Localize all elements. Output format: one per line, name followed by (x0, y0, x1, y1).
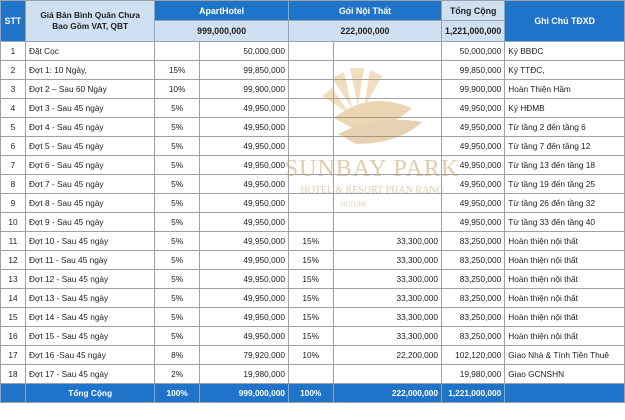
furniture-amount-cell: 33,300,000 (333, 289, 442, 308)
installment-label-cell: Đợt 9 - Sau 45 ngày (25, 213, 154, 232)
price-note-header (25, 1, 154, 42)
installment-label-cell: Đợt 5 - Sau 45 ngày (25, 137, 154, 156)
furniture-amount-cell (333, 175, 442, 194)
total-amount-cell: 49,950,000 (442, 118, 505, 137)
furniture-percent-cell: 15% (288, 327, 333, 346)
construction-note-cell: Từ tầng 19 đến tầng 25 (505, 175, 625, 194)
aparthotel-amount-cell: 49,950,000 (199, 232, 288, 251)
aparthotel-percent-cell: 5% (155, 327, 200, 346)
furniture-amount-cell (333, 213, 442, 232)
furniture-percent-cell (288, 137, 333, 156)
construction-note-cell: Hoàn thiện nội thất (505, 251, 625, 270)
footer-stt-cell (1, 384, 26, 403)
furniture-amount-cell (333, 365, 442, 384)
installment-label-cell: Đợt 4 - Sau 45 ngày (25, 118, 154, 137)
stt-cell: 3 (1, 80, 26, 99)
aparthotel-amount-cell: 49,950,000 (199, 308, 288, 327)
construction-note-cell: Hoàn thiện nội thất (505, 308, 625, 327)
table-row (1, 213, 625, 232)
table-row (1, 289, 625, 308)
stt-cell: 11 (1, 232, 26, 251)
total-amount-cell: 19,980,000 (442, 365, 505, 384)
furniture-amount-cell (333, 194, 442, 213)
construction-note-header: Ghi Chú TĐXD (505, 1, 625, 42)
aparthotel-percent-cell: 15% (155, 61, 200, 80)
furniture-percent-cell (288, 61, 333, 80)
furniture-percent-cell (288, 213, 333, 232)
price-note-line-1: Giá Bán Bình Quân Chưa (40, 10, 140, 20)
construction-note-cell: Hoàn thiện nội thất (505, 232, 625, 251)
aparthotel-amount-cell: 99,900,000 (199, 80, 288, 99)
total-amount-cell: 83,250,000 (442, 327, 505, 346)
installment-label-cell: Đợt 10 - Sau 45 ngày (25, 232, 154, 251)
stt-cell: 10 (1, 213, 26, 232)
furniture-amount-cell (333, 118, 442, 137)
furniture-amount-cell: 33,300,000 (333, 232, 442, 251)
installment-label-cell: Đợt 6 - Sau 45 ngày (25, 156, 154, 175)
construction-note-cell: Hoàn thiện nội thất (505, 289, 625, 308)
total-amount-cell: 49,950,000 (442, 213, 505, 232)
installment-label-cell: Đợt 2 – Sau 60 Ngày (25, 80, 154, 99)
installment-label-cell: Đợt 3 - Sau 45 ngày (25, 99, 154, 118)
total-amount-cell: 83,250,000 (442, 308, 505, 327)
table-row (1, 365, 625, 384)
total-header: Tổng Cộng (442, 1, 505, 21)
stt-cell: 8 (1, 175, 26, 194)
footer-note-cell (505, 384, 625, 403)
furniture-percent-cell: 15% (288, 289, 333, 308)
total-amount-cell: 49,950,000 (442, 194, 505, 213)
table-row (1, 232, 625, 251)
installment-label-cell: Đợt 17 - Sau 45 ngày (25, 365, 154, 384)
footer-total-cell: 1,221,000,000 (442, 384, 505, 403)
installment-label-cell: Đợt 14 - Sau 45 ngày (25, 308, 154, 327)
total-amount-cell: 49,950,000 (442, 99, 505, 118)
furniture-amount-cell: 33,300,000 (333, 327, 442, 346)
furniture-percent-cell (288, 194, 333, 213)
aparthotel-percent-cell: 5% (155, 156, 200, 175)
total-amount-cell: 83,250,000 (442, 270, 505, 289)
aparthotel-amount-cell: 49,950,000 (199, 137, 288, 156)
construction-note-cell: Ký BBĐC (505, 42, 625, 61)
construction-note-cell: Giao Nhà & Tính Tiền Thuê (505, 346, 625, 365)
construction-note-cell: Từ tầng 7 đến tầng 12 (505, 137, 625, 156)
aparthotel-percent-cell: 5% (155, 289, 200, 308)
aparthotel-amount-cell: 79,920,000 (199, 346, 288, 365)
table-row (1, 80, 625, 99)
aparthotel-amount-cell: 49,950,000 (199, 289, 288, 308)
furniture-amount-cell (333, 156, 442, 175)
furniture-percent-cell: 15% (288, 270, 333, 289)
installment-label-cell: Đợt 7 - Sau 45 ngày (25, 175, 154, 194)
stt-cell: 16 (1, 327, 26, 346)
aparthotel-amount-cell: 49,950,000 (199, 213, 288, 232)
furniture-percent-cell: 15% (288, 232, 333, 251)
aparthotel-percent-cell: 5% (155, 251, 200, 270)
installment-label-cell: Đợt 12 - Sau 45 ngày (25, 270, 154, 289)
watermark-title: SUNBAY PARK (284, 156, 460, 182)
stt-cell: 5 (1, 118, 26, 137)
furniture-percent-cell (288, 42, 333, 61)
aparthotel-percent-cell: 5% (155, 175, 200, 194)
aparthotel-amount-cell: 99,850,000 (199, 61, 288, 80)
installment-label-cell: Đợt 16 -Sau 45 ngày (25, 346, 154, 365)
aparthotel-amount-cell: 49,950,000 (199, 270, 288, 289)
furniture-percent-cell: 15% (288, 308, 333, 327)
aparthotel-total-value: 999,000,000 (155, 21, 289, 42)
stt-cell: 14 (1, 289, 26, 308)
table-row (1, 175, 625, 194)
total-amount-cell: 83,250,000 (442, 289, 505, 308)
aparthotel-amount-cell: 49,950,000 (199, 194, 288, 213)
aparthotel-amount-cell: 49,950,000 (199, 156, 288, 175)
stt-cell: 13 (1, 270, 26, 289)
furniture-percent-cell (288, 80, 333, 99)
stt-cell: 6 (1, 137, 26, 156)
aparthotel-amount-cell: 49,950,000 (199, 251, 288, 270)
installment-label-cell: Đợt 13 - Sau 45 ngày (25, 289, 154, 308)
table-row (1, 251, 625, 270)
footer-aparthotel-amount-cell: 999,000,000 (199, 384, 288, 403)
table-row (1, 194, 625, 213)
table-row (1, 327, 625, 346)
furniture-percent-cell: 15% (288, 251, 333, 270)
furniture-amount-cell (333, 137, 442, 156)
price-note-line-2: Bao Gồm VAT, QBT (52, 21, 129, 31)
stt-cell: 17 (1, 346, 26, 365)
aparthotel-percent-cell: 2% (155, 365, 200, 384)
furniture-amount-cell: 22,200,000 (333, 346, 442, 365)
construction-note-cell: Ký HĐMB (505, 99, 625, 118)
total-amount-cell: 49,950,000 (442, 156, 505, 175)
aparthotel-percent-cell: 5% (155, 194, 200, 213)
construction-note-cell: Hoàn thiện nội thất (505, 327, 625, 346)
installment-label-cell: Đợt 11 - Sau 45 ngày (25, 251, 154, 270)
aparthotel-percent-cell: 5% (155, 137, 200, 156)
total-amount-cell: 83,250,000 (442, 232, 505, 251)
stt-cell: 18 (1, 365, 26, 384)
furniture-percent-cell (288, 99, 333, 118)
table-row (1, 61, 625, 80)
total-amount-cell: 49,950,000 (442, 137, 505, 156)
furniture-amount-cell (333, 99, 442, 118)
furniture-total-value: 222,000,000 (288, 21, 441, 42)
construction-note-cell: Từ tầng 26 đến tầng 32 (505, 194, 625, 213)
footer-furniture-amount-cell: 222,000,000 (333, 384, 442, 403)
furniture-percent-cell: 10% (288, 346, 333, 365)
aparthotel-amount-cell: 50,000,000 (199, 42, 288, 61)
aparthotel-percent-cell: 5% (155, 308, 200, 327)
construction-note-cell: Từ tầng 13 đến tầng 18 (505, 156, 625, 175)
aparthotel-percent-cell: 5% (155, 270, 200, 289)
aparthotel-header: ApartHotel (155, 1, 289, 21)
total-amount-cell: 49,950,000 (442, 175, 505, 194)
furniture-percent-cell (288, 175, 333, 194)
stt-cell: 4 (1, 99, 26, 118)
aparthotel-amount-cell: 49,950,000 (199, 175, 288, 194)
stt-cell: 9 (1, 194, 26, 213)
total-amount-cell: 99,900,000 (442, 80, 505, 99)
installment-label-cell: Đợt 15 - Sau 45 ngày (25, 327, 154, 346)
aparthotel-percent-cell: 10% (155, 80, 200, 99)
stt-header: STT (1, 1, 26, 42)
table-row (1, 156, 625, 175)
aparthotel-amount-cell: 49,950,000 (199, 118, 288, 137)
table-row (1, 137, 625, 156)
totals-row (1, 384, 625, 403)
installment-label-cell: Đợt 1: 10 Ngày, (25, 61, 154, 80)
aparthotel-amount-cell: 49,950,000 (199, 99, 288, 118)
installment-label-cell: Đợt 8 - Sau 45 ngày (25, 194, 154, 213)
total-amount-cell: 99,850,000 (442, 61, 505, 80)
total-amount-cell: 50,000,000 (442, 42, 505, 61)
watermark-hotline: HOTLINE (340, 202, 368, 208)
installment-label-cell: Đặt Cọc (25, 42, 154, 61)
construction-note-cell: Từ tầng 2 đến tầng 6 (505, 118, 625, 137)
aparthotel-percent-cell: 5% (155, 213, 200, 232)
table-row (1, 118, 625, 137)
aparthotel-amount-cell: 49,950,000 (199, 327, 288, 346)
furniture-percent-cell (288, 118, 333, 137)
stt-cell: 12 (1, 251, 26, 270)
stt-cell: 1 (1, 42, 26, 61)
table-row (1, 99, 625, 118)
aparthotel-percent-cell (155, 42, 200, 61)
total-amount-cell: 102,120,000 (442, 346, 505, 365)
stt-cell: 2 (1, 61, 26, 80)
furniture-amount-cell (333, 61, 442, 80)
construction-note-cell: Hoàn thiện nội thất (505, 270, 625, 289)
table-row (1, 346, 625, 365)
footer-aparthotel-percent-cell: 100% (155, 384, 200, 403)
aparthotel-percent-cell: 5% (155, 99, 200, 118)
watermark-subtitle: HOTEL & RESORT PHAN RANG (300, 185, 444, 196)
construction-note-cell: Giao GCNSHN (505, 365, 625, 384)
footer-label-cell: Tổng Cộng (25, 384, 154, 403)
construction-note-cell: Hoàn Thiện Hầm (505, 80, 625, 99)
furniture-amount-cell: 33,300,000 (333, 308, 442, 327)
aparthotel-percent-cell: 5% (155, 118, 200, 137)
table-row (1, 308, 625, 327)
furniture-amount-cell: 33,300,000 (333, 270, 442, 289)
furniture-amount-cell (333, 80, 442, 99)
furniture-percent-cell (288, 156, 333, 175)
grand-total-value: 1,221,000,000 (442, 21, 505, 42)
total-amount-cell: 83,250,000 (442, 251, 505, 270)
aparthotel-percent-cell: 8% (155, 346, 200, 365)
furniture-amount-cell (333, 42, 442, 61)
furniture-amount-cell: 33,300,000 (333, 251, 442, 270)
table-row (1, 270, 625, 289)
construction-note-cell: Từ tầng 33 đến tầng 40 (505, 213, 625, 232)
aparthotel-amount-cell: 19,980,000 (199, 365, 288, 384)
furniture-percent-cell (288, 365, 333, 384)
stt-cell: 15 (1, 308, 26, 327)
construction-note-cell: Ký TTĐC, (505, 61, 625, 80)
stt-cell: 7 (1, 156, 26, 175)
table-row (1, 42, 625, 61)
aparthotel-percent-cell: 5% (155, 232, 200, 251)
furniture-package-header: Gói Nội Thất (288, 1, 441, 21)
footer-furniture-percent-cell: 100% (288, 384, 333, 403)
